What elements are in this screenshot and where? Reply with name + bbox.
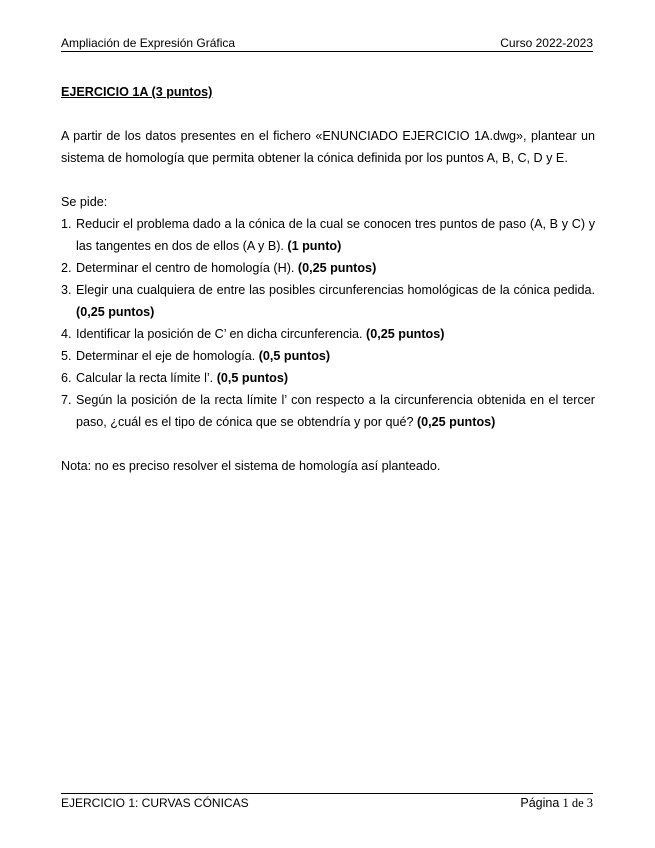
- task-text: Calcular la recta límite l’.: [76, 371, 214, 385]
- task-text: Elegir una cualquiera de entre las posibles circunferencias homológicas de la cónica pedida.: [76, 283, 595, 297]
- task-number: 2.: [61, 261, 72, 275]
- task-list: [61, 213, 595, 433]
- task-number: 6.: [61, 371, 72, 385]
- page-number-value: 1 de 3: [562, 796, 593, 810]
- intro-paragraph: A partir de los datos presentes en el fichero «ENUNCIADO EJERCICIO 1A.dwg», plantear un sistema de homología que permita obtener la cónica definida por los puntos A, B, C, D y E.: [61, 129, 595, 165]
- task-number: 5.: [61, 349, 72, 363]
- task-text: Determinar el centro de homología (H).: [76, 261, 295, 275]
- task-item: [61, 279, 595, 323]
- task-item: [61, 213, 595, 257]
- task-points: (0,25 puntos): [76, 305, 155, 319]
- task-item: [61, 345, 595, 367]
- page-header: [61, 36, 593, 52]
- document-body: [61, 81, 595, 477]
- task-points: (1 punto): [287, 239, 342, 253]
- task-text: Reducir el problema dado a la cónica de la cual se conocen tres puntos de paso (A, B y C) y las tangentes en dos de ellos (A y B).: [76, 217, 595, 253]
- page-number: [520, 796, 593, 811]
- task-number: 1.: [61, 217, 72, 231]
- task-item: [61, 367, 595, 389]
- task-number: 3.: [61, 283, 72, 297]
- task-points: (0,5 puntos): [216, 371, 289, 385]
- task-text: Identificar la posición de C’ en dicha circunferencia.: [76, 327, 363, 341]
- task-points: (0,25 puntos): [366, 327, 445, 341]
- task-item: [61, 389, 595, 433]
- footer-exercise-label: EJERCICIO 1: CURVAS CÓNICAS: [61, 796, 249, 810]
- tasks-heading: Se pide:: [61, 195, 108, 209]
- task-item: [61, 257, 595, 279]
- task-text: Determinar el eje de homología.: [76, 349, 256, 363]
- exercise-title: EJERCICIO 1A (3 puntos): [61, 85, 213, 99]
- task-number: 7.: [61, 393, 72, 407]
- task-text: Según la posición de la recta límite l’ con respecto a la circunferencia obtenida en el tercer paso, ¿cuál es el tipo de cónica que se obtendría y por qué?: [76, 393, 595, 429]
- header-academic-year: Curso 2022-2023: [500, 36, 593, 50]
- task-points: (0,5 puntos): [258, 349, 331, 363]
- page-footer: [61, 793, 593, 811]
- task-points: (0,25 puntos): [416, 415, 496, 429]
- task-number: 4.: [61, 327, 72, 341]
- header-course-name: Ampliación de Expresión Gráfica: [61, 36, 236, 50]
- task-points: (0,25 puntos): [297, 261, 377, 275]
- task-item: [61, 323, 595, 345]
- page-number-label: Página: [520, 796, 560, 810]
- note-paragraph: Nota: no es preciso resolver el sistema de homología así planteado.: [61, 459, 441, 473]
